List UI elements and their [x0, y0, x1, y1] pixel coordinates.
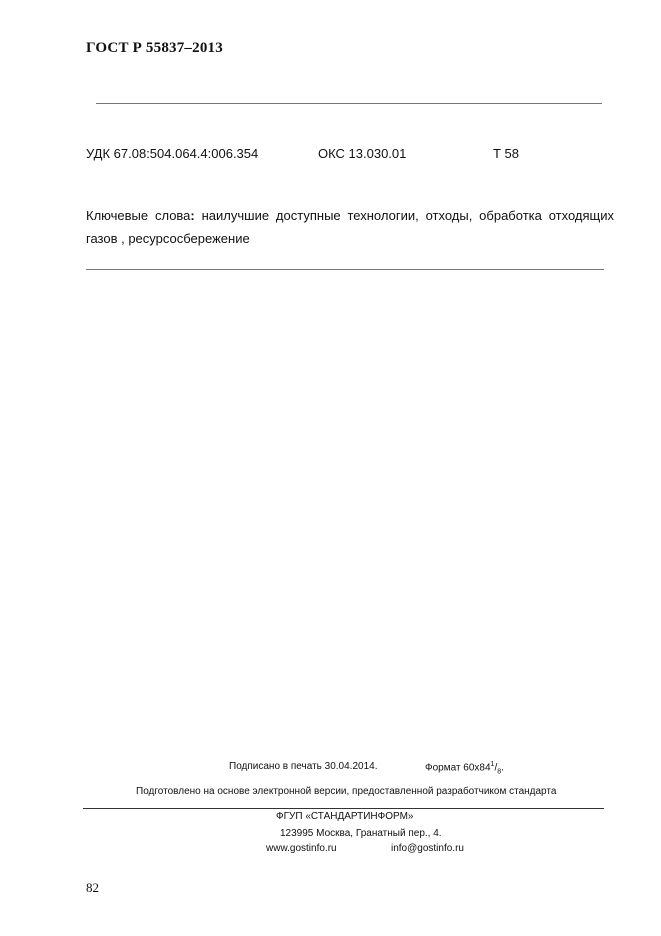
keywords-paragraph [86, 204, 614, 250]
page-number: 82 [86, 880, 99, 895]
keywords-colon: : [190, 208, 195, 223]
document-code: ГОСТ Р 55837–2013 [86, 40, 223, 56]
udk-code: УДК 67.08:504.064.4:006.354 [86, 146, 259, 161]
oks-code: ОКС 13.030.01 [318, 146, 407, 161]
prepared-note: Подготовлено на основе электронной версии, предоставленной разработчиком стандарта [136, 786, 557, 797]
publisher-name: ФГУП «СТАНДАРТИНФОРМ» [276, 811, 414, 822]
format-separator: / [494, 762, 498, 774]
keywords-text: наилучшие доступные технологии, отходы, обработка отходящих газов , ресурсосбережение [86, 208, 614, 246]
format-numerator: 1 [490, 761, 495, 768]
publisher-website: www.gostinfo.ru [266, 843, 337, 854]
format-denominator: 8 [497, 768, 502, 776]
t-code: Т 58 [493, 146, 520, 161]
format-suffix: . [501, 762, 504, 774]
header-divider [96, 103, 602, 104]
keywords-label: Ключевые слова [86, 208, 191, 223]
signed-to-print: Подписано в печать 30.04.2014. [229, 761, 378, 772]
print-format [425, 761, 504, 775]
publisher-address: 123995 Москва, Гранатный пер., 4. [280, 828, 442, 839]
format-prefix: Формат 60х84 [425, 762, 491, 774]
imprint-divider [83, 808, 604, 809]
keywords-divider [86, 269, 604, 270]
publisher-email: info@gostinfo.ru [391, 843, 464, 854]
